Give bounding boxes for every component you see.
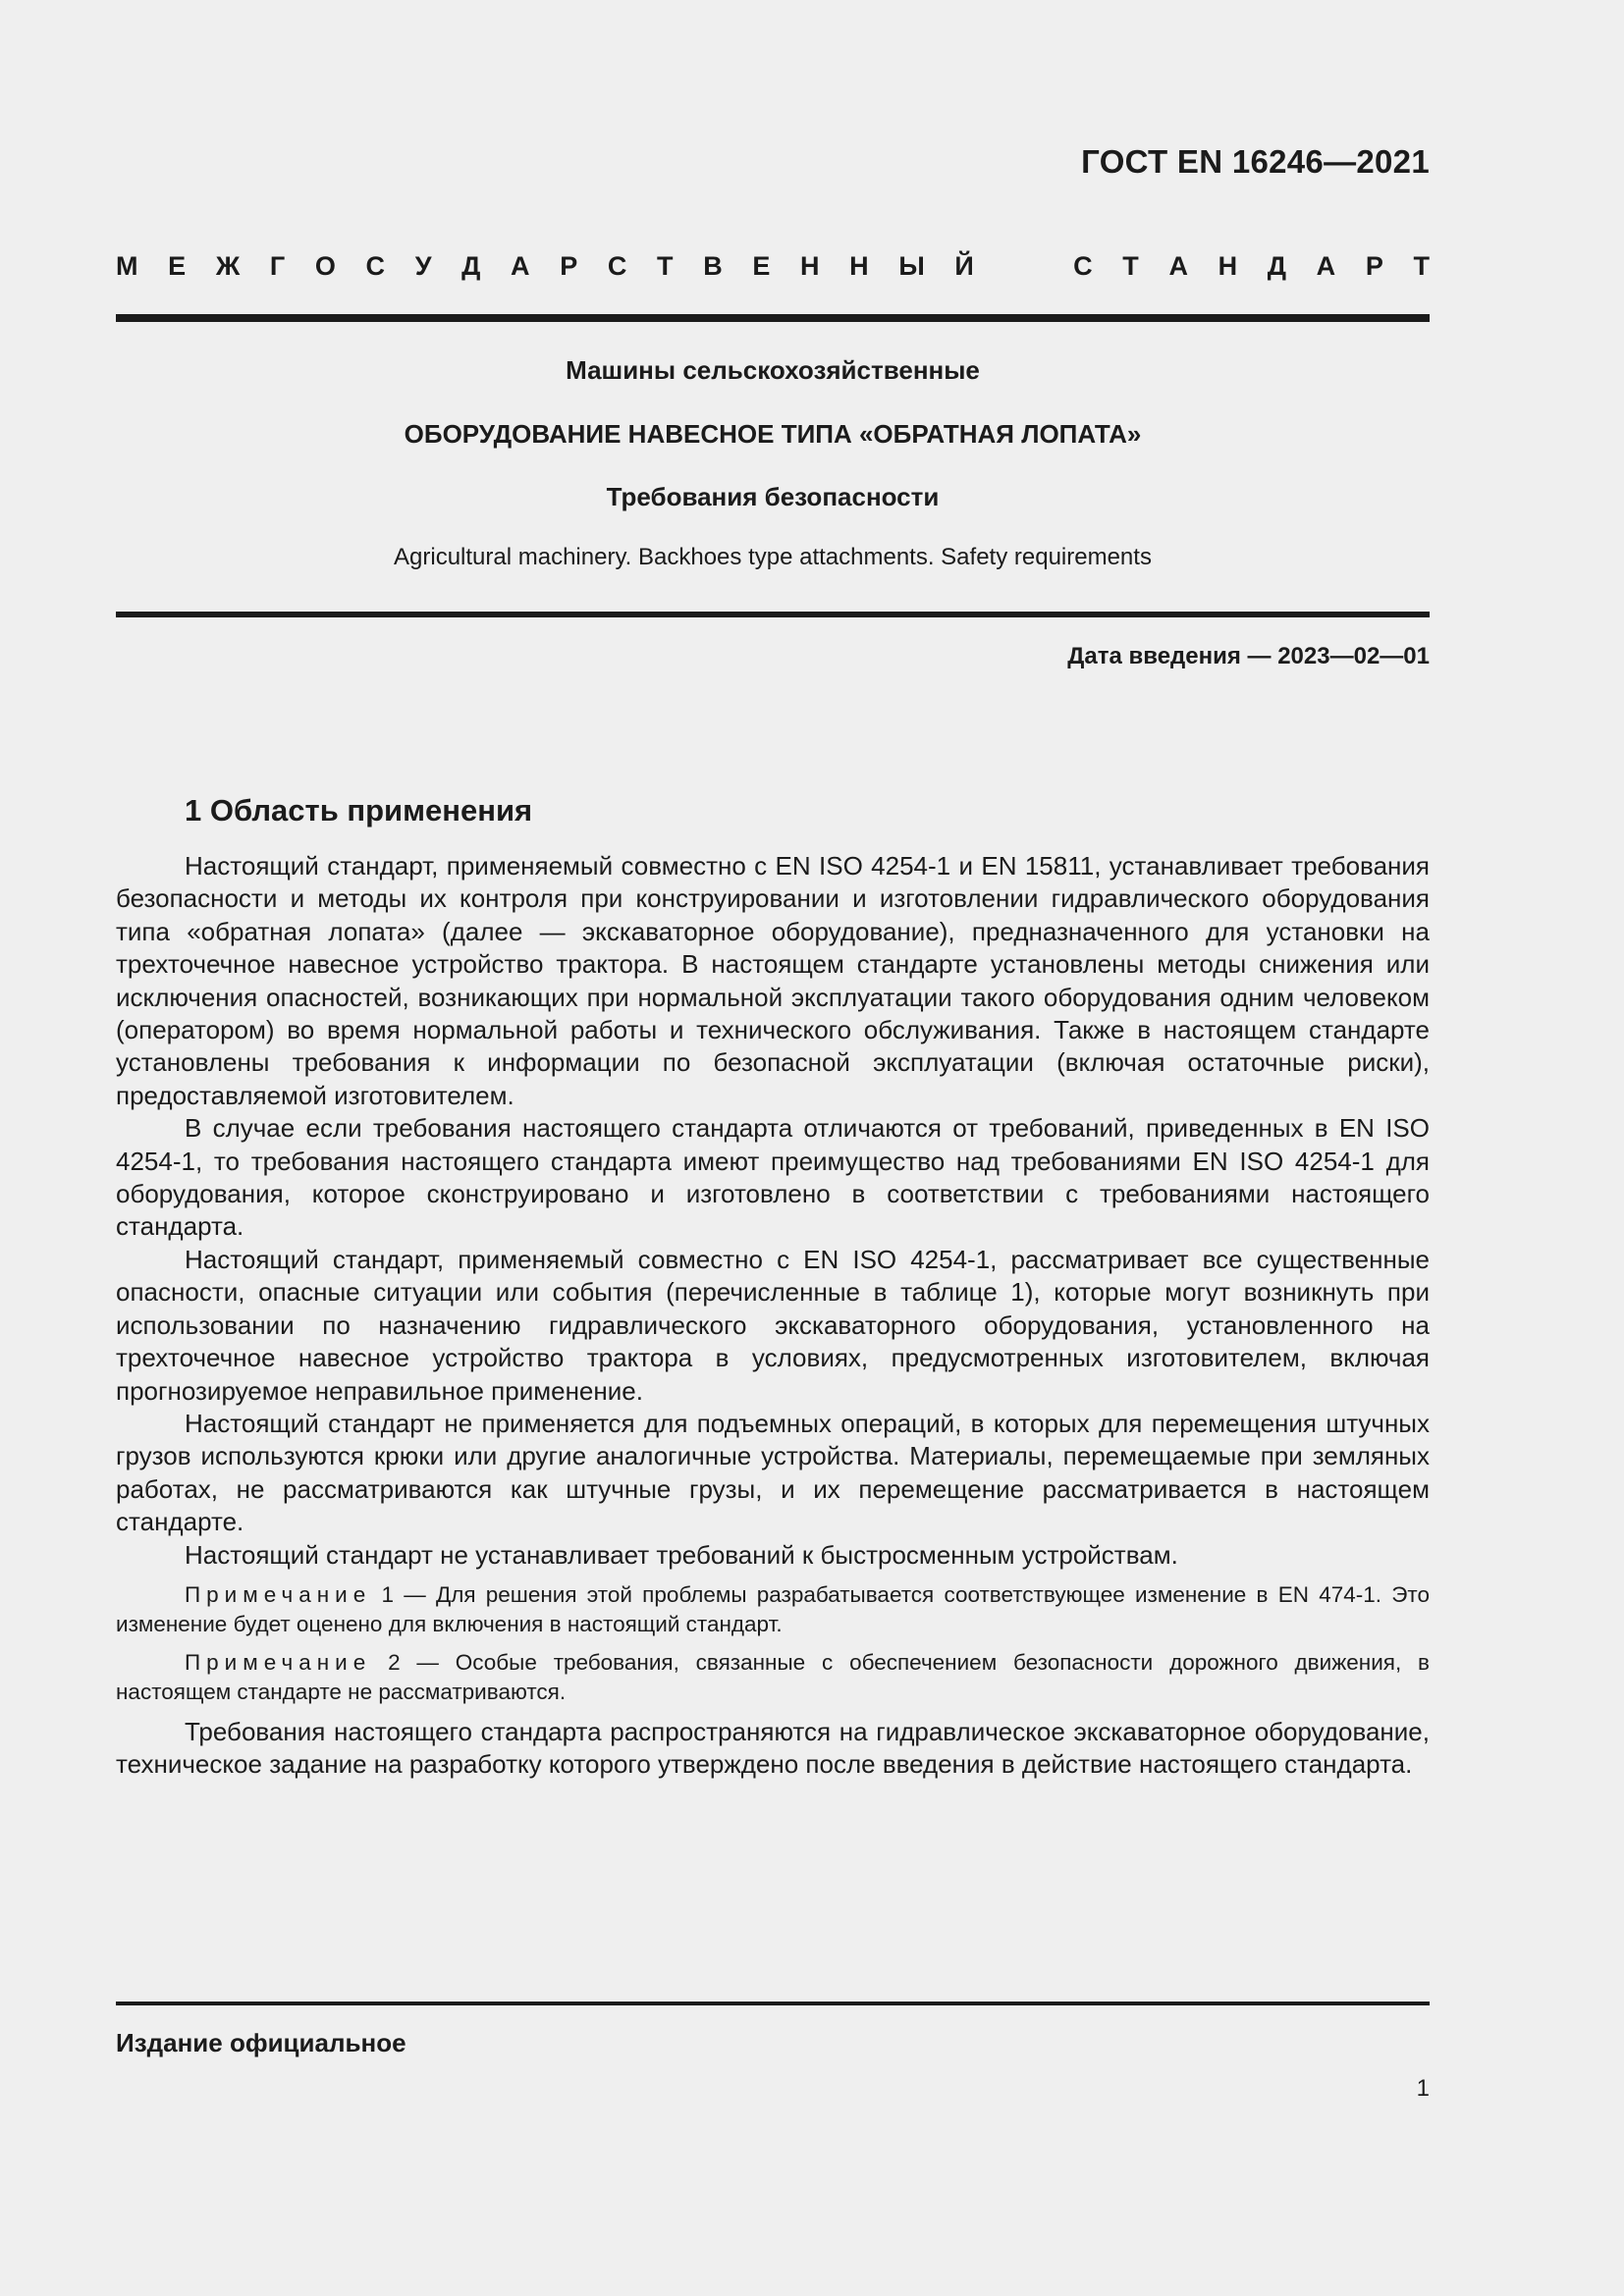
note-label: Примечание <box>185 1649 372 1675</box>
note-label: Примечание <box>185 1581 372 1607</box>
page-number: 1 <box>1416 2075 1430 2102</box>
heading-letter: С <box>365 251 386 281</box>
heading-letter: О <box>314 251 336 281</box>
section-title: 1 Область применения <box>185 793 533 828</box>
title-english: Agricultural machinery. Backhoes type attachments. Safety requirements <box>394 544 1152 570</box>
heading-letter: Р <box>1365 251 1383 281</box>
heading-letter: Й <box>954 251 974 281</box>
standard-number: ГОСТ EN 16246—2021 <box>1081 143 1430 180</box>
heading-letter: Р <box>560 251 578 281</box>
title-subtitle: Требования безопасности <box>606 482 940 511</box>
interstate-standard-heading <box>116 251 1430 282</box>
title-group: Машины сельскохозяйственные <box>566 355 980 385</box>
paragraph: Настоящий стандарт не применяется для подъемных операций, в которых для перемещения штучных грузов используются крюки или другие аналогичные устройства. Материалы, перемещаемые при земляных работах, не рассматриваются как штучные грузы, и их перемещение рассматривается в настоящем стандарте. <box>116 1408 1430 1537</box>
title-main: ОБОРУДОВАНИЕ НАВЕСНОЕ ТИПА «ОБРАТНАЯ ЛОПАТА» <box>404 419 1142 449</box>
heading-letter: А <box>511 251 530 281</box>
title-divider <box>116 612 1430 617</box>
heading-letter: С <box>607 251 627 281</box>
note-2 <box>116 1648 1430 1707</box>
heading-letter: Д <box>1267 251 1287 281</box>
paragraph: Настоящий стандарт, применяемый совместно с EN ISO 4254-1, рассматривает все существенные опасности, опасные ситуации или события (перечисленные в таблице 1), которые могут возникнуть при использовании по назначению гидравлического экскаваторного оборудования, установленного на трехточечное навесное устройство трактора в условиях, предусмотренных изготовителем, включая прогнозируемое неправильное применение. <box>116 1244 1430 1406</box>
paragraph: Настоящий стандарт не устанавливает требований к быстросменным устройствам. <box>185 1539 1178 1570</box>
note-1 <box>116 1580 1430 1639</box>
heading-letter: Е <box>168 251 187 281</box>
heading-letter: М <box>116 251 138 281</box>
heading-letter: Ж <box>215 251 241 281</box>
word-gap <box>1003 251 1043 282</box>
heading-letter: А <box>1168 251 1188 281</box>
heading-letter: Г <box>269 251 286 281</box>
section-body <box>116 850 1430 1782</box>
heading-letter: Д <box>461 251 481 281</box>
heading-letter: У <box>414 251 432 281</box>
official-edition-label: Издание официальное <box>116 2028 406 2057</box>
heading-letter: Т <box>1413 251 1430 281</box>
heading-letter: Ы <box>898 251 925 281</box>
heading-letter: С <box>1073 251 1093 281</box>
header-divider <box>116 314 1430 322</box>
heading-letter: Т <box>657 251 674 281</box>
footer-divider <box>116 2002 1430 2005</box>
heading-letter: А <box>1316 251 1336 281</box>
heading-letter: Н <box>849 251 869 281</box>
introduction-date: Дата введения — 2023—02—01 <box>1067 643 1430 669</box>
paragraph: В случае если требования настоящего стандарта отличаются от требований, приведенных в EN ISO 4254-1, то требования настоящего стандарта имеют преимущество над требованиями EN ISO 4254-1 для оборудования, которое сконструировано и изготовлено в соответствии с требованиями настоящего стандарта. <box>116 1113 1430 1242</box>
heading-letter: Т <box>1122 251 1139 281</box>
heading-letter: В <box>703 251 723 281</box>
paragraph: Требования настоящего стандарта распространяются на гидравлическое экскаваторное оборудование, техническое задание на разработку которого утверждено после введения в действие настоящего стандарта. <box>116 1716 1430 1780</box>
paragraph: Настоящий стандарт, применяемый совместно с EN ISO 4254-1 и EN 15811, устанавливает требования безопасности и методы их контроля при конструировании и изготовлении гидравлического оборудования типа «обратная лопата» (далее — экскаваторное оборудование), предназначенного для установки на трехточечное навесное устройство трактора. В настоящем стандарте установлены методы снижения или исключения опасностей, возникающих при нормальной эксплуатации такого оборудования одним человеком (оператором) во время нормальной работы и технического обслуживания. Также в настоящем стандарте установлены требования к информации по безопасной эксплуатации (включая остаточные риски), предоставляемой изготовителем. <box>116 851 1430 1110</box>
note-text: 1 — Для решения этой проблемы разрабатывается соответствующее изменение в EN 474-1. Это изменение будет оценено для включения в настоящий стандарт. <box>116 1581 1430 1636</box>
heading-letter: Н <box>800 251 820 281</box>
heading-letter: Н <box>1218 251 1238 281</box>
heading-letter: Е <box>752 251 771 281</box>
note-text: 2 — Особые требования, связанные с обеспечением безопасности дорожного движения, в настоящем стандарте не рассматриваются. <box>116 1649 1430 1704</box>
